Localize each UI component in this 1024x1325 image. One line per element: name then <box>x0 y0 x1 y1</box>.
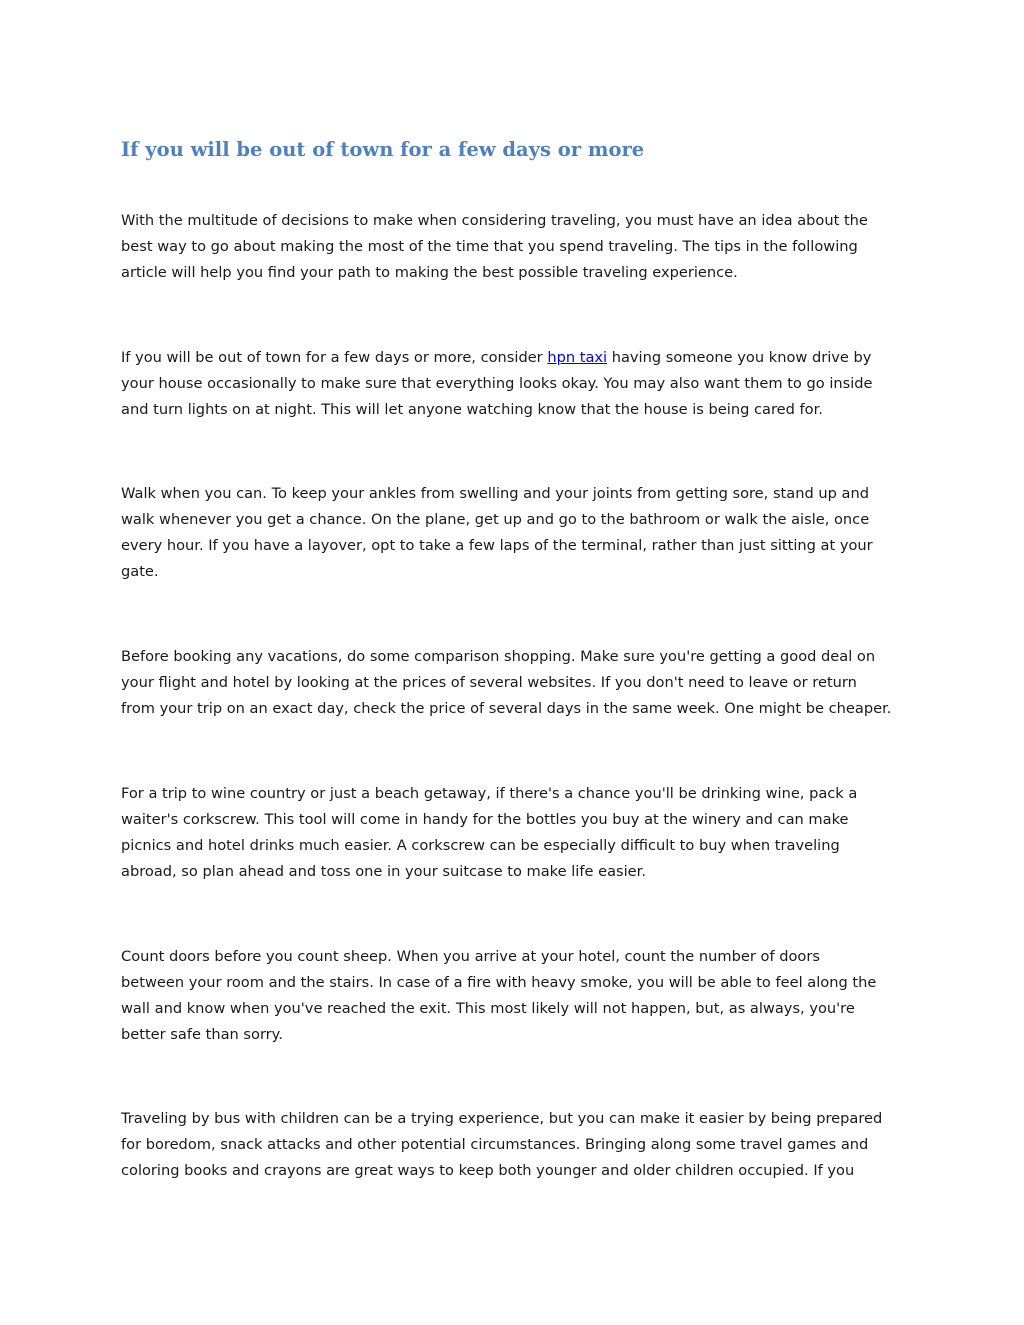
paragraph-line: between your room and the stairs. In case of a fire with heavy smoke, you will be able to feel along the <box>121 974 877 991</box>
paragraph-line: your house occasionally to make sure that everything looks okay. You may also want them to go inside <box>121 375 873 392</box>
paragraph-corkscrew <box>121 781 911 885</box>
paragraph-count-doors <box>121 944 911 1048</box>
paragraph-line: every hour. If you have a layover, opt to take a few laps of the terminal, rather than just sitting at your <box>121 537 873 554</box>
paragraph-line: your flight and hotel by looking at the prices of several websites. If you don't need to leave or return <box>121 674 857 691</box>
paragraph-line: better safe than sorry. <box>121 1026 283 1043</box>
paragraph-line: Count doors before you count sheep. When you arrive at your hotel, count the number of doors <box>121 948 820 965</box>
paragraph-line: picnics and hotel drinks much easier. A corkscrew can be especially difficult to buy when traveling <box>121 837 840 854</box>
paragraph-text: having someone you know drive by <box>607 349 872 366</box>
paragraph-line <box>121 345 911 371</box>
paragraph-line: abroad, so plan ahead and toss one in your suitcase to make life easier. <box>121 863 646 880</box>
paragraph-line: With the multitude of decisions to make when considering traveling, you must have an idea about the <box>121 212 868 229</box>
page-title: If you will be out of town for a few days or more <box>121 138 645 161</box>
paragraph-walk <box>121 481 911 585</box>
paragraph-line: from your trip on an exact day, check the price of several days in the same week. One might be cheaper. <box>121 700 892 717</box>
paragraph-line: wall and know when you've reached the exit. This most likely will not happen, but, as always, you're <box>121 1000 855 1017</box>
paragraph-line: for boredom, snack attacks and other potential circumstances. Bringing along some travel games and <box>121 1136 869 1153</box>
paragraph-house-check <box>121 345 911 423</box>
paragraph-intro <box>121 208 911 286</box>
paragraph-line: Before booking any vacations, do some comparison shopping. Make sure you're getting a good deal on <box>121 648 876 665</box>
paragraph-line: waiter's corkscrew. This tool will come in handy for the bottles you buy at the winery and can make <box>121 811 849 828</box>
paragraph-line: Traveling by bus with children can be a trying experience, but you can make it easier by being prepared <box>121 1110 883 1127</box>
paragraph-bus-children <box>121 1106 911 1184</box>
paragraph-comparison-shopping <box>121 644 911 722</box>
paragraph-line: Walk when you can. To keep your ankles from swelling and your joints from getting sore, stand up and <box>121 485 869 502</box>
paragraph-line: For a trip to wine country or just a beach getaway, if there's a chance you'll be drinking wine, pack a <box>121 785 858 802</box>
hpn-taxi-link[interactable]: hpn taxi <box>547 349 608 366</box>
paragraph-line: article will help you find your path to making the best possible traveling experience. <box>121 264 738 281</box>
paragraph-line: walk whenever you get a chance. On the plane, get up and go to the bathroom or walk the aisle, once <box>121 511 870 528</box>
paragraph-line: best way to go about making the most of the time that you spend traveling. The tips in the following <box>121 238 858 255</box>
paragraph-line: coloring books and crayons are great ways to keep both younger and older children occupied. If you <box>121 1162 855 1179</box>
paragraph-line: and turn lights on at night. This will let anyone watching know that the house is being cared for. <box>121 401 823 418</box>
paragraph-line: gate. <box>121 563 159 580</box>
paragraph-text: If you will be out of town for a few days or more, consider <box>121 349 548 366</box>
